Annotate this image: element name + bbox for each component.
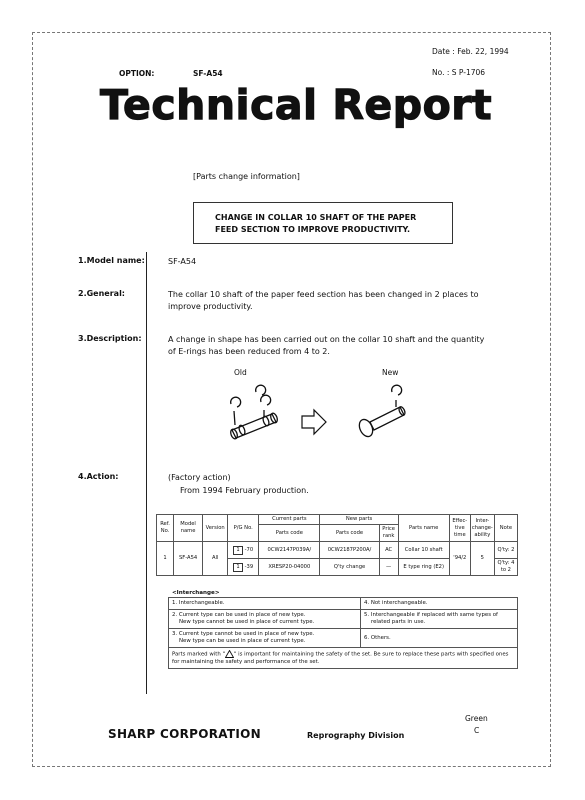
general-text: The collar 10 shaft of the paper feed section has been changed in 2 places to improve productivity. — [168, 290, 479, 311]
header-model-name: Model name — [174, 515, 203, 542]
cell-price-rank: AC — [379, 542, 398, 559]
safety-warning-pre: Parts marked with " — [172, 651, 225, 658]
parts-table — [156, 514, 518, 576]
legend-row — [169, 610, 518, 629]
cell-model: SF-A54 — [174, 542, 203, 576]
cell-note: Q'ty: 2 — [494, 542, 517, 559]
table-row — [157, 542, 518, 559]
division-name: Reprography Division — [307, 731, 405, 740]
cell-parts-name: E type ring (E2) — [398, 559, 449, 576]
model-label: 1.Model name: — [78, 256, 145, 265]
action-line-1: (Factory action) — [168, 473, 231, 482]
cell-note: Q'ty: 4 to 2 — [494, 559, 517, 576]
cell-current-code: 0CW2147P039A/ — [259, 542, 320, 559]
new-label: New — [382, 368, 399, 377]
legend-item-4: 4. Not interchangeable. — [361, 598, 518, 610]
company-name: SHARP CORPORATION — [108, 727, 262, 741]
header-current-parts: Current parts — [259, 515, 320, 525]
safety-warning-post: " is important for maintaining the safety of the set. Be sure to replace these parts with specified ones for maintaining the safety and performance of the set. — [172, 651, 509, 665]
action-label: 4.Action: — [78, 472, 119, 481]
parts-illustration — [220, 380, 420, 442]
old-collar-shaft-drawing — [229, 385, 278, 440]
action-line-2: From 1994 February production. — [180, 486, 309, 495]
legend-item-3-line-1: 3. Current type cannot be used in place of new type. — [172, 631, 315, 637]
old-label: Old — [234, 368, 247, 377]
cell-pg-no — [228, 542, 259, 559]
cell-version: All — [203, 542, 228, 576]
header-parts-name: Parts name — [398, 515, 449, 542]
legend-item-1: 1. Interchangeable. — [169, 598, 361, 610]
legend-item-6: 6. Others. — [361, 629, 518, 648]
legend-item-5-line-1: 5. Interchangeable if replaced with same types of — [364, 612, 498, 618]
cell-current-code: XRESP20-04000 — [259, 559, 320, 576]
pg-suffix: -70 — [244, 546, 254, 553]
header-note: Note — [494, 515, 517, 542]
page-title: Technical Report — [100, 81, 493, 129]
pg-box: 1 — [233, 563, 242, 572]
interchange-legend — [168, 597, 518, 669]
legend-item-3 — [169, 629, 361, 648]
parts-change-info: [Parts change information] — [193, 172, 300, 181]
cell-new-code: Q'ty change — [320, 559, 379, 576]
cell-new-code: 0CW2187P200A/ — [320, 542, 379, 559]
header-ref-no: Ref. No. — [157, 515, 174, 542]
color-note: Green — [465, 714, 488, 723]
header-effective-time: Effec- tive time — [449, 515, 470, 542]
headline-box — [193, 202, 453, 244]
safety-warning — [169, 648, 518, 669]
warning-triangle-icon — [225, 650, 234, 658]
option-label: OPTION: — [119, 69, 155, 78]
legend-row — [169, 648, 518, 669]
model-value: SF-A54 — [168, 257, 197, 266]
headline-line-1: CHANGE IN COLLAR 10 SHAFT OF THE PAPER — [215, 213, 417, 222]
new-collar-shaft-drawing — [357, 385, 406, 439]
report-number: No. : S P-1706 — [432, 68, 486, 77]
headline-line-2: FEED SECTION TO IMPROVE PRODUCTIVITY. — [215, 225, 411, 234]
header-interchangeability: Inter- change- ability — [470, 515, 494, 542]
cell-effective: '94/2 — [449, 542, 470, 576]
header-new-parts-code: Parts code — [320, 525, 379, 542]
legend-row — [169, 598, 518, 610]
pg-box: 1 — [233, 546, 242, 555]
arrow-right-icon — [302, 410, 326, 434]
header-pg-no: P/G No. — [228, 515, 259, 542]
description-text: A change in shape has been carried out on the collar 10 shaft and the quantity of E-rings has been reduced from 4 to 2. — [168, 335, 485, 356]
table-header-row — [157, 515, 518, 525]
legend-row — [169, 629, 518, 648]
general-label: 2.General: — [78, 289, 126, 298]
legend-item-2-line-2: New type cannot be used in place of current type. — [179, 619, 315, 625]
option-value: SF-A54 — [193, 69, 223, 78]
header-current-parts-code: Parts code — [259, 525, 320, 542]
cell-parts-name: Collar 10 shaft — [398, 542, 449, 559]
cell-price-rank: — — [379, 559, 398, 576]
section-divider — [146, 252, 147, 694]
header-new-parts: New parts — [320, 515, 398, 525]
pg-suffix: -39 — [244, 563, 254, 570]
report-date: Date : Feb. 22, 1994 — [432, 47, 509, 56]
legend-item-2 — [169, 610, 361, 629]
cell-pg-no — [228, 559, 259, 576]
cell-interchange: 5 — [470, 542, 494, 576]
revision-letter: C — [474, 726, 480, 735]
header-price-rank: Price rank — [379, 525, 398, 542]
legend-item-3-line-2: New type can be used in place of current type. — [179, 638, 306, 644]
header-version: Version — [203, 515, 228, 542]
legend-item-5 — [361, 610, 518, 629]
interchange-title: <Interchange> — [172, 590, 220, 596]
description-label: 3.Description: — [78, 334, 142, 343]
cell-ref-no: 1 — [157, 542, 174, 576]
legend-item-5-line-2: related parts in use. — [371, 619, 426, 625]
legend-item-2-line-1: 2. Current type can be used in place of new type. — [172, 612, 306, 618]
